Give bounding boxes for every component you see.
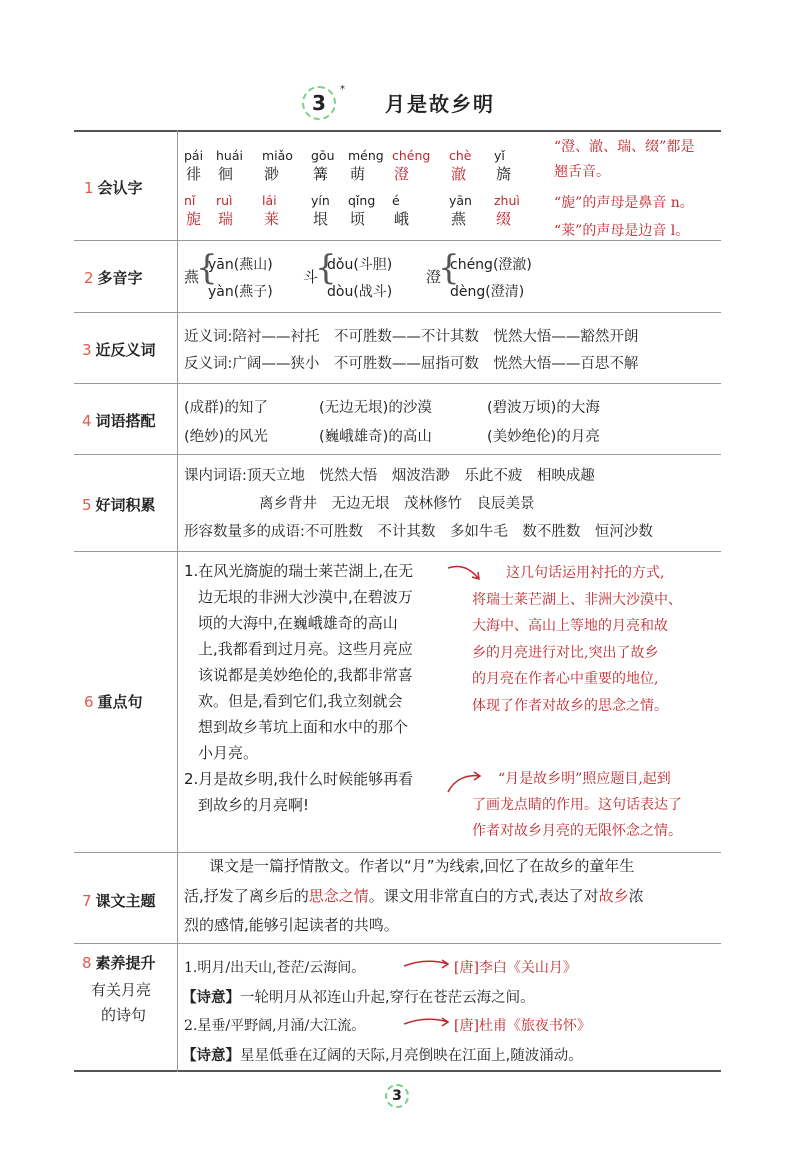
hanzi: 燕 bbox=[451, 210, 467, 228]
text-line: 作者对故乡月亮的无限怀念之情。 bbox=[472, 823, 682, 839]
polyphone-reading: dèng(澄清) bbox=[450, 284, 525, 300]
text-line: “月是故乡明”照应题目,起到 bbox=[498, 771, 671, 787]
text-line: 体现了作者对故乡的思念之情。 bbox=[472, 697, 668, 714]
good-words-line: 离乡背井 无边无垠 茂林修竹 良辰美景 bbox=[259, 496, 535, 512]
collocation: (成群)的知了 bbox=[184, 400, 268, 416]
hanzi: 莱 bbox=[264, 210, 280, 228]
collocation: (碧波万顷)的大海 bbox=[487, 400, 600, 416]
poem-source-1: [唐]李白《关山月》 bbox=[454, 960, 577, 976]
key-sentence-note-1 bbox=[472, 560, 682, 719]
hanzi: 旎 bbox=[186, 210, 202, 228]
char-note-1: “澄、澈、瑞、缀”都是 bbox=[554, 139, 695, 155]
pinyin: yín bbox=[311, 193, 330, 208]
collocation: (绝妙)的风光 bbox=[184, 429, 268, 445]
polyphone-brace: { bbox=[315, 248, 337, 288]
text-line: 了画龙点睛的作用。这句话表达了 bbox=[472, 797, 682, 813]
theme-line-3: 烈的感情,能够引起读者的共鸣。 bbox=[184, 916, 399, 934]
char-note-3: “旎”的声母是鼻音 n。 bbox=[554, 195, 694, 211]
row-label-poems: 8 素养提升 bbox=[82, 954, 156, 972]
text-line: 上,我都看到过月亮。这些月亮应 bbox=[198, 640, 413, 658]
text-line: 欢。但是,看到它们,我立刻就会 bbox=[198, 692, 403, 710]
polyphone-reading: dǒu(斗胆) bbox=[327, 257, 393, 273]
polyphone-reading: dòu(战斗) bbox=[327, 284, 393, 300]
pinyin: miǎo bbox=[262, 148, 293, 163]
pinyin: qǐng bbox=[348, 193, 376, 208]
arrow-icon bbox=[402, 1014, 452, 1030]
lesson-number-badge: 3 bbox=[302, 86, 336, 120]
hanzi: 徘 bbox=[186, 165, 202, 183]
hanzi: 渺 bbox=[264, 165, 280, 183]
lesson-star-mark: * bbox=[340, 84, 345, 95]
text-line: 该说都是美妙绝伦的,我都非常喜 bbox=[198, 666, 413, 684]
text-line: 顷的大海中,在巍峨雄奇的高山 bbox=[198, 614, 398, 632]
hanzi: 旖 bbox=[496, 165, 512, 183]
row-divider bbox=[74, 312, 721, 313]
synonyms-line: 近义词:陪衬——衬托 不可胜数——不计其数 恍然大悟——豁然开朗 bbox=[184, 329, 639, 345]
hanzi: 澄 bbox=[394, 165, 410, 183]
polyphone-brace: { bbox=[196, 248, 218, 288]
pinyin: gōu bbox=[311, 148, 335, 163]
text-line: 2.月是故乡明,我什么时候能够再看 bbox=[184, 770, 414, 788]
collocation: (无边无垠)的沙漠 bbox=[319, 400, 432, 416]
pinyin: yǐ bbox=[494, 148, 505, 163]
arrow-icon bbox=[402, 956, 452, 972]
row-divider bbox=[74, 943, 721, 944]
poem-source-2: [唐]杜甫《旅夜书怀》 bbox=[454, 1018, 591, 1034]
hanzi: 澈 bbox=[451, 165, 467, 183]
pinyin: chéng bbox=[392, 148, 431, 163]
lesson-header bbox=[0, 84, 794, 124]
hanzi: 瑞 bbox=[218, 210, 234, 228]
pinyin: méng bbox=[348, 148, 384, 163]
row-divider bbox=[74, 454, 721, 455]
row-divider bbox=[74, 551, 721, 552]
hanzi: 萌 bbox=[350, 165, 366, 183]
polyphone-reading: yān(燕山) bbox=[208, 257, 273, 273]
text-line: 大海中、高山上等地的月亮和故 bbox=[472, 618, 668, 634]
key-sentence-note-2 bbox=[472, 766, 682, 844]
row-label-synonyms: 3 近反义词 bbox=[82, 341, 156, 359]
row-label-poems-sub2: 的诗句 bbox=[101, 1006, 147, 1024]
poem-line-1: 1.明月/出天山,苍茫/云海间。 bbox=[184, 960, 366, 976]
hanzi: 徊 bbox=[218, 165, 234, 183]
pinyin: nǐ bbox=[184, 193, 196, 208]
row-label-chars: 1 会认字 bbox=[84, 179, 143, 197]
row-label-poems-sub1: 有关月亮 bbox=[91, 981, 152, 999]
arrow-icon bbox=[444, 770, 484, 796]
text-line: 想到故乡苇坑上面和水中的那个 bbox=[198, 718, 409, 736]
table-top-border bbox=[74, 130, 721, 132]
poem-meaning-2: 【诗意】星星低垂在辽阔的天际,月亮倒映在江面上,随波涌动。 bbox=[182, 1048, 583, 1064]
polyphone-brace: { bbox=[438, 248, 460, 288]
text-line: 到故乡的月亮啊! bbox=[198, 796, 310, 814]
row-label-key-sentences: 6 重点句 bbox=[84, 693, 143, 711]
hanzi: 篝 bbox=[313, 165, 329, 183]
pinyin: chè bbox=[449, 148, 472, 163]
key-sentence-1 bbox=[184, 558, 413, 766]
pinyin: é bbox=[392, 193, 400, 208]
hanzi: 顷 bbox=[350, 210, 366, 228]
page-number: 3 bbox=[385, 1084, 409, 1108]
pinyin: pái bbox=[184, 148, 204, 163]
collocation: (巍峨雄奇)的高山 bbox=[319, 429, 432, 445]
text-line: 这几句话运用衬托的方式, bbox=[506, 565, 665, 581]
text-line: 小月亮。 bbox=[198, 744, 259, 762]
antonyms-line: 反义词:广阔——狭小 不可胜数——屈指可数 恍然大悟——百思不解 bbox=[184, 356, 639, 372]
collocation: (美妙绝伦)的月亮 bbox=[487, 429, 600, 445]
row-label-polyphones: 2 多音字 bbox=[84, 269, 143, 287]
pinyin: zhuì bbox=[494, 193, 520, 208]
text-line: 将瑞士莱芒湖上、非洲大沙漠中、 bbox=[472, 591, 682, 608]
polyphone-char: 斗 bbox=[303, 268, 319, 286]
polyphone-reading: chéng(澄澈) bbox=[450, 257, 532, 273]
text-line: 边无垠的非洲大沙漠中,在碧波万 bbox=[198, 588, 413, 606]
theme-line-2: 活,抒发了离乡后的思念之情。课文用非常直白的方式,表达了对故乡浓 bbox=[184, 887, 644, 905]
row-label-good-words: 5 好词积累 bbox=[82, 496, 156, 514]
study-table bbox=[74, 130, 721, 1072]
polyphone-char: 燕 bbox=[184, 268, 200, 286]
hanzi: 垠 bbox=[313, 210, 329, 228]
pinyin: yān bbox=[449, 193, 472, 208]
char-note-4: “莱”的声母是边音 l。 bbox=[554, 223, 690, 239]
table-bottom-border bbox=[74, 1070, 721, 1072]
arrow-icon bbox=[444, 562, 484, 586]
good-words-line: 课内词语:顶天立地 恍然大悟 烟波浩渺 乐此不疲 相映成趣 bbox=[184, 468, 595, 484]
good-words-line: 形容数量多的成语:不可胜数 不计其数 多如牛毛 数不胜数 恒河沙数 bbox=[184, 524, 653, 540]
row-divider bbox=[74, 383, 721, 384]
poem-meaning-1: 【诗意】一轮明月从祁连山升起,穿行在苍茫云海之间。 bbox=[182, 990, 535, 1006]
char-note-2: 翘舌音。 bbox=[554, 164, 610, 180]
row-divider bbox=[74, 240, 721, 241]
pinyin: huái bbox=[216, 148, 243, 163]
hanzi: 峨 bbox=[394, 210, 410, 228]
lesson-title: 月是故乡明 bbox=[385, 92, 495, 116]
text-line: 乡的月亮进行对比,突出了故乡 bbox=[472, 644, 659, 661]
hanzi: 缀 bbox=[496, 210, 512, 228]
theme-line-1: 课文是一篇抒情散文。作者以“月”为线索,回忆了在故乡的童年生 bbox=[209, 857, 635, 875]
text-line: 1.在风光旖旎的瑞士莱芒湖上,在无 bbox=[184, 562, 414, 580]
row-label-collocations: 4 词语搭配 bbox=[82, 412, 156, 430]
poem-line-2: 2.星垂/平野阔,月涌/大江流。 bbox=[184, 1018, 366, 1034]
key-sentence-2 bbox=[184, 766, 413, 818]
pinyin: ruì bbox=[216, 193, 233, 208]
text-line: 的月亮在作者心中重要的地位, bbox=[472, 671, 659, 687]
polyphone-reading: yàn(燕子) bbox=[208, 284, 273, 300]
polyphone-char: 澄 bbox=[426, 268, 442, 286]
row-label-theme: 7 课文主题 bbox=[82, 892, 156, 910]
pinyin: lái bbox=[262, 193, 277, 208]
